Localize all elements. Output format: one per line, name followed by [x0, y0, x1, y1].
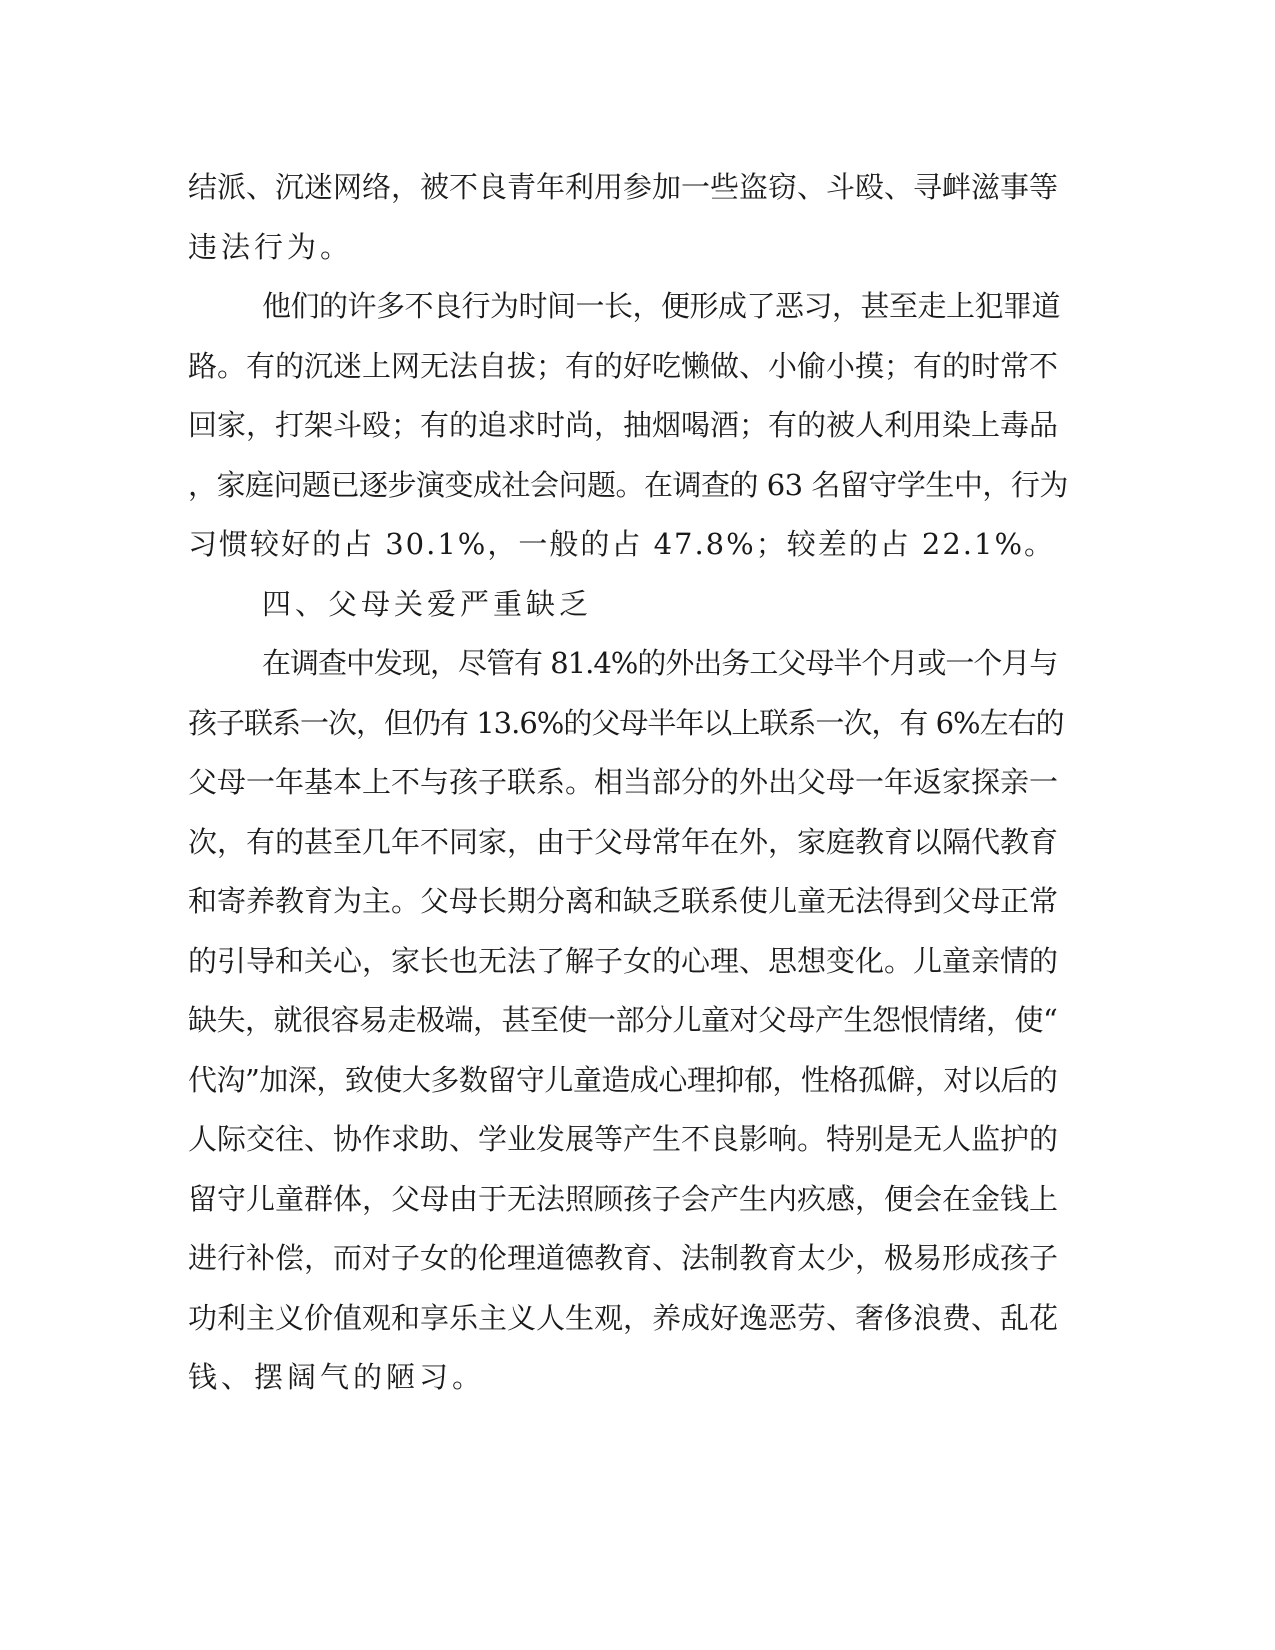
- text-line: 的引导和关心，家长也无法了解子女的心理、思想变化。儿童亲情的: [188, 943, 1059, 978]
- text-line: 父母一年基本上不与孩子联系。相当部分的外出父母一年返家探亲一: [188, 765, 1059, 799]
- text-line: 回家，打架斗殴；有的追求时尚，抽烟喝酒；有的被人利用染上毒品: [188, 408, 1059, 442]
- text-line: ，家庭问题已逐步演变成社会问题。在调查的 63 名留守学生中，行为: [188, 467, 1068, 502]
- paragraph-start-line: 在调查中发现，尽管有 81.4%的外出务工父母半个月或一个月与: [262, 646, 1058, 680]
- body-text: [188, 158, 1068, 1408]
- text-line: 留守儿童群体，父母由于无法照顾孩子会产生内疚感，便会在金钱上: [188, 1181, 1059, 1216]
- text-line: 钱、摆阔气的陋习。: [188, 1360, 486, 1394]
- text-line: 人际交往、协作求助、学业发展等产生不良影响。特别是无人监护的: [188, 1122, 1059, 1156]
- paragraph-start-line: 他们的许多不良行为时间一长，便形成了恶习，甚至走上犯罪道: [262, 289, 1061, 323]
- text-line: 和寄养教育为主。父母长期分离和缺乏联系使儿童无法得到父母正常: [188, 884, 1059, 918]
- text-line: 结派、沉迷网络，被不良青年利用参加一些盗窃、斗殴、寻衅滋事等: [188, 170, 1059, 204]
- text-line: 缺失，就很容易走极端，甚至使一部分儿童对父母产生怨恨情绪，使“: [188, 1003, 1058, 1037]
- text-line: 违法行为。: [188, 229, 354, 264]
- text-line: 进行补偿，而对子女的伦理道德教育、法制教育太少，极易形成孩子: [188, 1241, 1059, 1275]
- text-line: 代沟”加深，致使大多数留守儿童造成心理抑郁，性格孤僻，对以后的: [188, 1062, 1058, 1097]
- text-line: 习惯较好的占 30.1%，一般的占 47.8%；较差的占 22.1%。: [188, 527, 1056, 561]
- text-line: 次，有的甚至几年不同家，由于父母常年在外，家庭教育以隔代教育: [188, 824, 1059, 859]
- text-line: 路。有的沉迷上网无法自拔；有的好吃懒做、小偷小摸；有的时常不: [188, 348, 1059, 383]
- text-line: 孩子联系一次，但仍有 13.6%的父母半年以上联系一次，有 6%左右的: [188, 705, 1064, 740]
- section-heading: 四、父母关爱严重缺乏: [262, 586, 593, 621]
- text-line: 功利主义价值观和享乐主义人生观，养成好逸恶劳、奢侈浪费、乱花: [188, 1300, 1059, 1335]
